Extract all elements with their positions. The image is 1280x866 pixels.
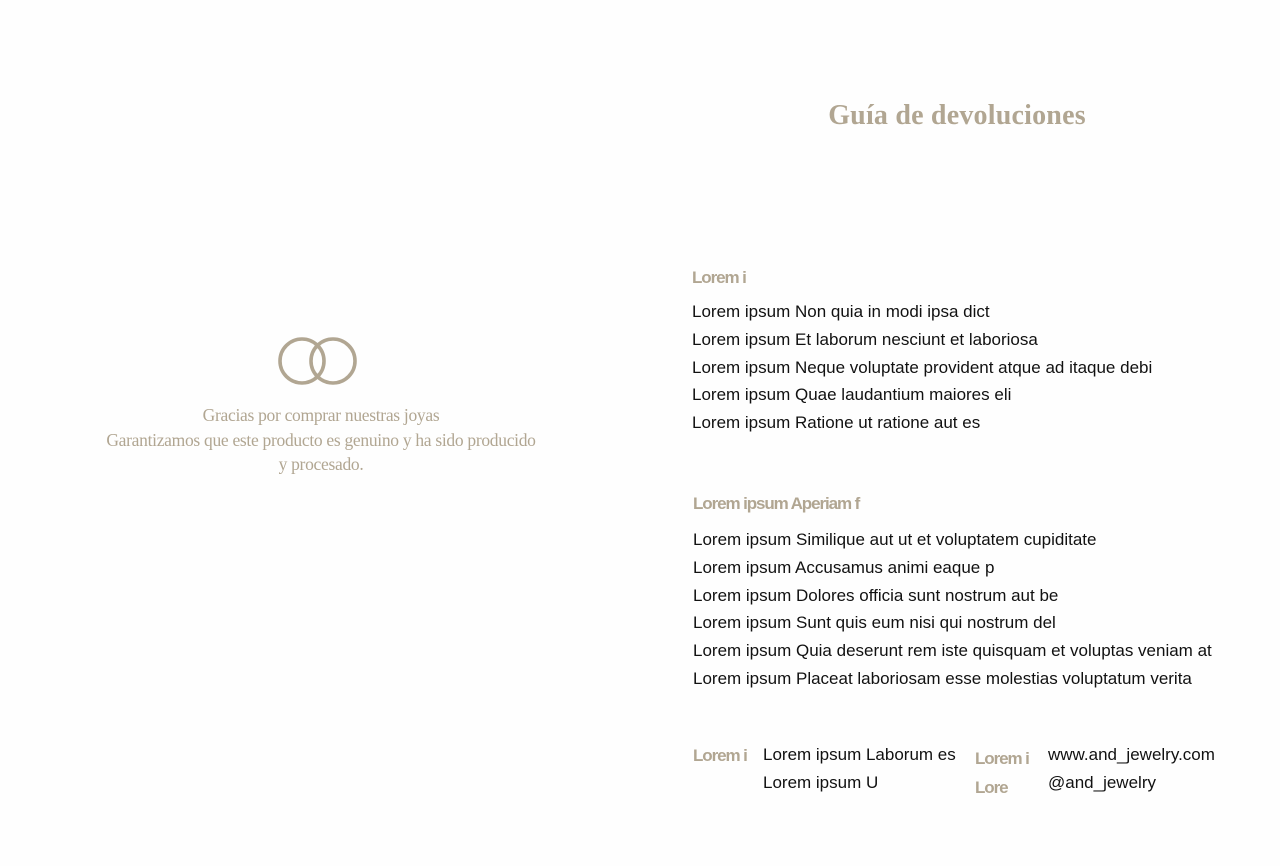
thank-you-message xyxy=(60,403,582,477)
list-item: Lorem ipsum Neque voluptate provident atque ad itaque debi xyxy=(692,357,1153,377)
footer-label: Lorem i xyxy=(975,749,1029,768)
section-list xyxy=(692,298,1152,437)
footer-line: Lorem ipsum Laborum es xyxy=(763,745,956,764)
thanks-line: Gracias por comprar nuestras joyas xyxy=(202,405,440,425)
website-link[interactable]: www.and_jewelry.com xyxy=(1048,745,1215,764)
footer-label: Lorem i xyxy=(693,746,747,765)
list-item: Lorem ipsum Accusamus animi eaque p xyxy=(693,557,995,577)
list-item: Lorem ipsum Dolores officia sunt nostrum aut be xyxy=(693,585,1059,605)
list-item: Lorem ipsum Similique aut ut et voluptatem cupiditate xyxy=(693,530,1097,549)
thanks-line: Garantizamos que este producto es genuino y ha sido producido xyxy=(106,429,536,450)
list-item: Lorem ipsum Non quia in modi ipsa dict xyxy=(692,302,990,321)
list-item: Lorem ipsum Sunt quis eum nisi qui nostrum del xyxy=(693,613,1056,633)
footer-line: Lorem ipsum U xyxy=(763,772,879,792)
list-item: Lorem ipsum Et laborum nesciunt et laboriosa xyxy=(692,329,1038,349)
social-handle[interactable]: @and_jewelry xyxy=(1048,772,1156,792)
list-item: Lorem ipsum Quia deserunt rem iste quisquam et voluptas veniam at xyxy=(693,641,1212,661)
section-list xyxy=(693,526,1212,693)
list-item: Lorem ipsum Placeat laboriosam esse molestias voluptatum verita xyxy=(693,668,1192,688)
section-heading: Lorem ipsum Aperiam f xyxy=(693,494,860,513)
footer-text xyxy=(763,741,956,797)
interlocked-rings-icon xyxy=(278,336,358,386)
page-title: Guía de devoluciones xyxy=(828,100,1086,131)
footer-label: Lore xyxy=(975,778,1008,797)
thanks-line: y procesado. xyxy=(278,454,364,474)
list-item: Lorem ipsum Quae laudantium maiores eli xyxy=(692,385,1012,405)
contact-info xyxy=(1048,741,1215,797)
section-heading: Lorem i xyxy=(692,268,746,287)
list-item: Lorem ipsum Ratione ut ratione aut es xyxy=(692,413,981,433)
